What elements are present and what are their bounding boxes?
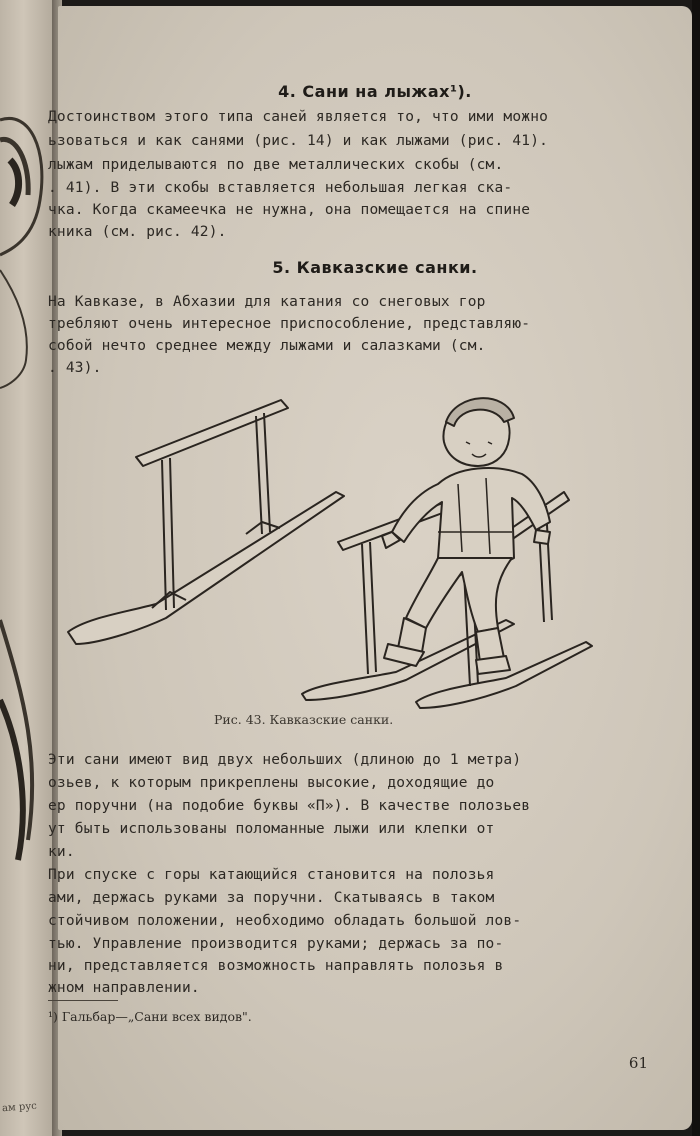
page-number: 61 [628, 1054, 648, 1072]
left-page-illustration [0, 0, 52, 1136]
para1-line: кника (см. рис. 42). [48, 224, 227, 240]
para4-line: При спуске с горы катающийся становится на полозья [48, 867, 495, 883]
page-edge [692, 0, 700, 1136]
para2-line: . 43). [48, 360, 102, 376]
footnote-rule [48, 1000, 118, 1001]
heading-kavkazskie-sanki: 5. Кавказские санки. [272, 258, 478, 277]
figure-caption: Рис. 43. Кавказские санки. [214, 712, 394, 727]
para3-line: ут быть использованы поломанные лыжи или клепки от [48, 821, 495, 837]
left-page-fragment [0, 0, 52, 1136]
para3-line: ер поручни (на подобие буквы «П»). В качестве полозьев [48, 798, 531, 814]
para4-line: ами, держась руками за поручни. Скатываясь в таком [48, 890, 495, 906]
para1-line: ьзоваться и как санями (рис. 14) и как лыжами (рис. 41). [48, 133, 549, 149]
para3-line: ки. [48, 844, 75, 860]
para1-line: лыжам приделываются по две металлических скобы (см. [48, 157, 504, 173]
left-page-margin-text: ам рус [1, 1100, 38, 1115]
para3-line: озьев, к которым прикреплены высокие, доходящие до [48, 775, 495, 791]
para2-line: требляют очень интересное приспособление, представляю- [48, 316, 531, 332]
para1-line: . 41). В эти скобы вставляется небольшая легкая ска- [48, 180, 513, 196]
para4-line: стойчивом положении, необходимо обладать большой лов- [48, 913, 522, 929]
para4-line: жном направлении. [48, 980, 200, 996]
para2-line: На Кавказе, в Абхазии для катания со снеговых гор [48, 294, 486, 310]
figure-caucasian-sled [66, 382, 626, 712]
para1-line: чка. Когда скамеечка не нужна, она помещается на спине [48, 202, 531, 218]
para2-line: собой нечто среднее между лыжами и салазками (см. [48, 338, 486, 354]
para3-line: Эти сани имеют вид двух небольших (длиною до 1 метра) [48, 752, 522, 768]
book-page [48, 6, 692, 1130]
heading-sani-na-lyzhakh: 4. Сани на лыжах¹). [278, 82, 472, 101]
para4-line: ни, представляется возможность направлять полозья в [48, 958, 504, 974]
para4-line: тью. Управление производится руками; держась за по- [48, 936, 504, 952]
para1-line: Достоинством этого типа саней является то, что ими можно [48, 109, 549, 125]
footnote: ¹) Гальбар—„Сани всех видов". [48, 1009, 252, 1024]
